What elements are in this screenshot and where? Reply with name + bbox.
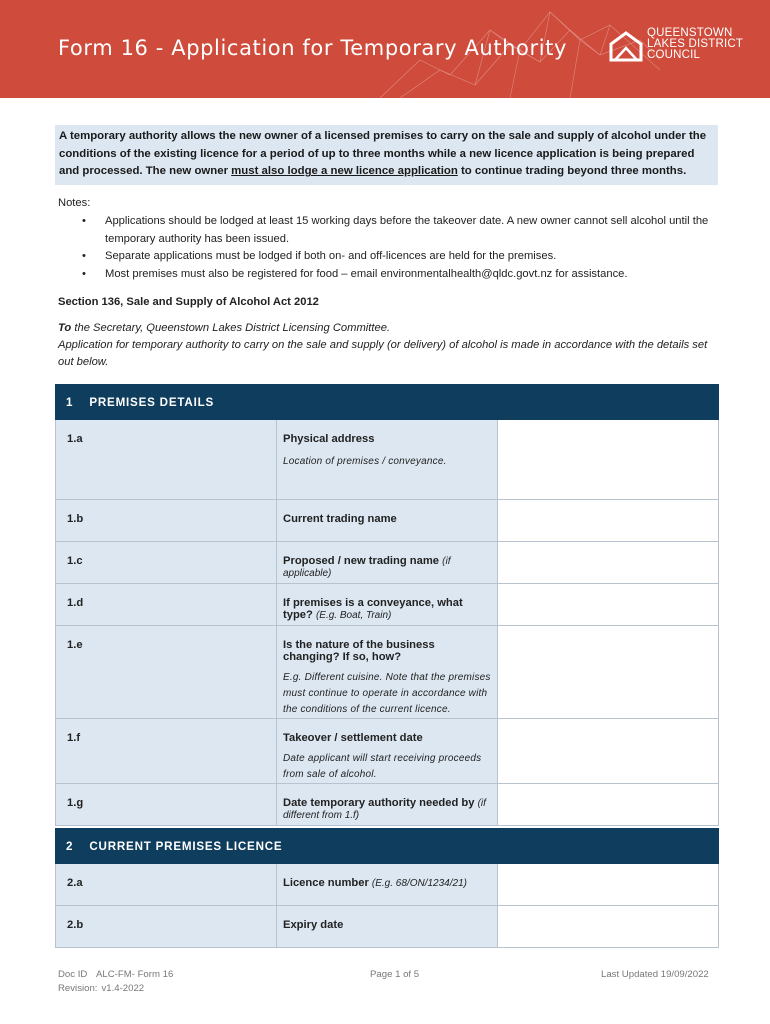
section-reference: Section 136, Sale and Supply of Alcohol Act 2012 — [58, 296, 319, 308]
form-row-2a: 2.a Licence number (E.g. 68/ON/1234/21) — [56, 864, 719, 906]
conveyance-type-field[interactable] — [498, 584, 719, 626]
section-header: 1 PREMISES DETAILS — [56, 385, 719, 420]
takeover-date-field[interactable] — [498, 719, 719, 784]
intro-underlined: must also lodge a new licence application — [231, 165, 458, 178]
form-row-1e: 1.e Is the nature of the business changing? If so, how? E.g. Different cuisine. Note that the premises must continue to operate in accordance with the conditions of the current licence. — [56, 626, 719, 719]
notes-heading: Notes: — [58, 197, 91, 209]
page-header — [0, 0, 770, 98]
last-updated: Last Updated 19/09/2022 — [601, 969, 709, 980]
authority-needed-date-field[interactable] — [498, 784, 719, 826]
logo-house-icon — [609, 30, 643, 62]
form-row-1c: 1.c Proposed / new trading name (if applicable) — [56, 542, 719, 584]
notes-section — [58, 195, 718, 283]
form-row-1a: 1.a Physical address Location of premises / conveyance. — [56, 420, 719, 500]
council-logo — [609, 28, 749, 66]
logo-wordmark: QUEENSTOWN LAKES DISTRICT COUNCIL — [647, 27, 744, 61]
form-row-1g: 1.g Date temporary authority needed by (if different from 1.f) — [56, 784, 719, 826]
business-change-field[interactable] — [498, 626, 719, 719]
addressee-text: To the Secretary, Queenstown Lakes District Licensing Committee. Application for temporary authority to carry on the sale and supply (or delivery) of alcohol is made in accordance with the details set out below. — [58, 322, 708, 368]
form-row-2b: 2.b Expiry date — [56, 906, 719, 948]
page-title: Form 16 - Application for Temporary Authority — [58, 36, 568, 60]
expiry-date-field[interactable] — [498, 906, 719, 948]
list-item: • Most premises must also be registered for food – email environmentalhealth@qldc.govt.nz for assistance. — [82, 267, 628, 280]
licence-number-field[interactable] — [498, 864, 719, 906]
list-item: • Separate applications must be lodged if both on- and off-licences are held for the premises. — [82, 250, 557, 262]
current-trading-name-field[interactable] — [498, 500, 719, 542]
physical-address-field[interactable] — [498, 420, 719, 500]
section-header: 2 CURRENT PREMISES LICENCE — [56, 829, 719, 864]
form-row-1b: 1.b Current trading name — [56, 500, 719, 542]
form-row-1d: 1.d If premises is a conveyance, what type? (E.g. Boat, Train) — [56, 584, 719, 626]
list-item: • Applications should be lodged at least 15 working days before the takeover date. A new owner cannot sell alcohol until the temporary authority has been issued. — [82, 215, 709, 245]
current-licence-table — [55, 828, 719, 948]
proposed-trading-name-field[interactable] — [498, 542, 719, 584]
page-number: Page 1 of 5 — [370, 969, 420, 980]
intro-box: A temporary authority allows the new owner of a licensed premises to carry on the sale and supply of alcohol under the conditions of the existing licence for a period of up to three months while a new licence application is being prepared and processed. The new owner must also lodge a new licence application to continue trading beyond three months. — [55, 125, 718, 185]
premises-details-table — [55, 384, 719, 826]
form-row-1f: 1.f Takeover / settlement date Date applicant will start receiving proceeds from sale of alcohol. — [56, 719, 719, 784]
